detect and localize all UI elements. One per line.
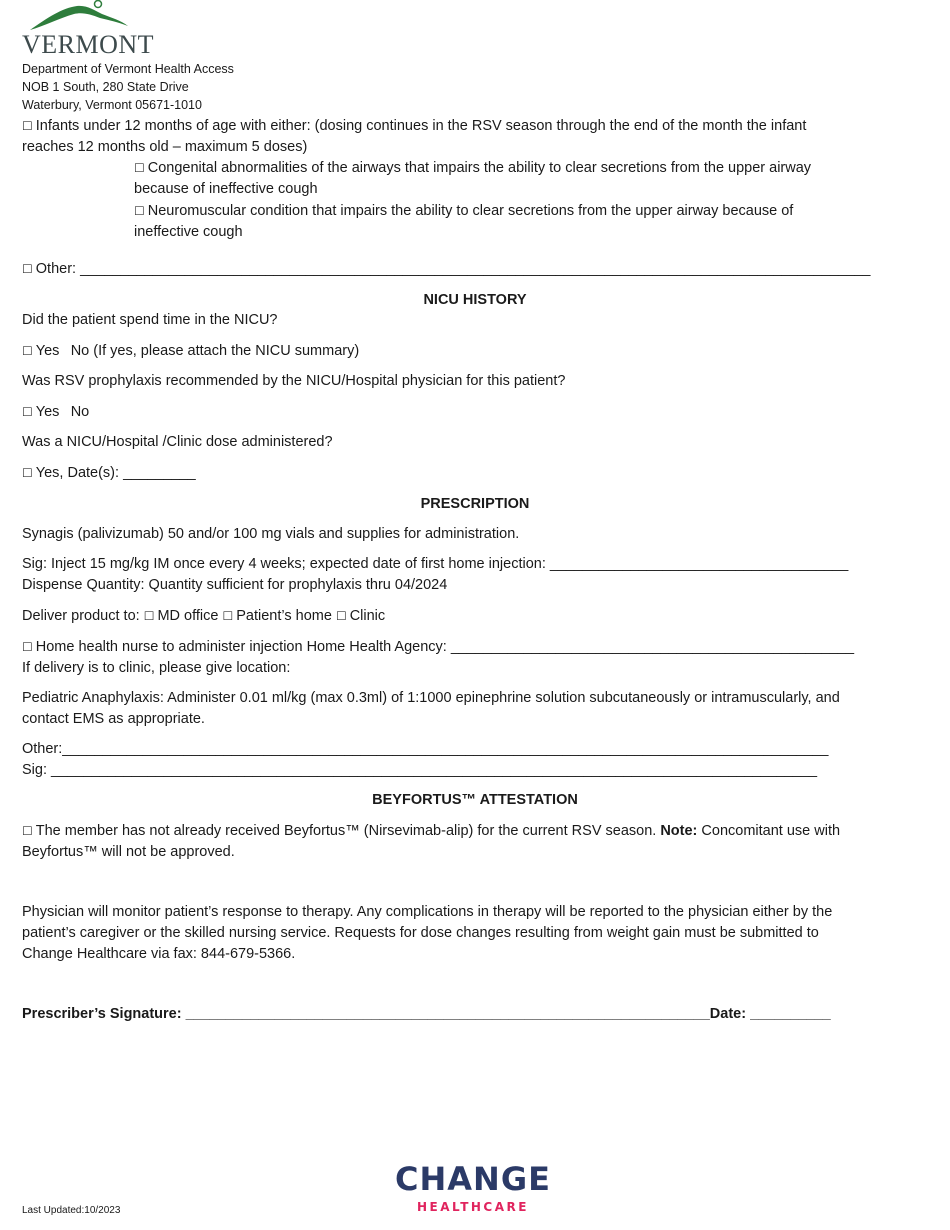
nicu-question-3: Was a NICU/Hospital /Clinic dose administered? <box>22 434 333 450</box>
healthcare-wordmark: HEALTHCARE <box>417 1200 529 1214</box>
mountain-icon <box>22 0 152 34</box>
beyfortus-checkbox[interactable]: ☐ <box>22 824 33 838</box>
address-line-1: Department of Vermont Health Access <box>22 62 234 76</box>
vermont-logo <box>22 0 155 60</box>
home-nurse-line[interactable]: ☐ Home health nurse to administer injection Home Health Agency: __________________________________________________ <box>22 637 854 658</box>
neuromuscular-checkbox[interactable]: ☐ <box>134 204 145 218</box>
prescription-heading: PRESCRIPTION <box>420 496 530 512</box>
date-field[interactable]: Date: __________ <box>709 1006 831 1022</box>
drug-line: Synagis (palivizumab) 50 and/or 100 mg vials and supplies for administration. <box>22 526 520 542</box>
sig-rx-field[interactable]: Sig: _______________________________________________________________________________________________ <box>22 762 818 778</box>
other-criteria: ☐ Other: __________________________________________________________________________________________________ <box>22 259 870 280</box>
address-line-3: Waterbury, Vermont 05671-1010 <box>22 98 202 112</box>
address-line-2: NOB 1 South, 280 State Drive <box>22 80 189 94</box>
signature-line[interactable]: Prescriber’s Signature: _________________________________________________________________Date: __________ <box>22 1006 831 1022</box>
signature-field[interactable]: _________________________________________________________________ <box>185 1006 710 1022</box>
congenital-checkbox[interactable]: ☐ <box>134 161 145 175</box>
change-healthcare-logo <box>395 1160 557 1220</box>
beyfortus-attestation: ☐ The member has not already received Beyfortus™ (Nirsevimab-alip) for the current RSV season. Note: Concomitant use with <box>22 821 840 842</box>
infants-criteria-cont: reaches 12 months old – maximum 5 doses) <box>22 139 308 155</box>
nicu-yes-checkbox[interactable]: ☐ <box>22 344 33 358</box>
change-wordmark: CHANGE <box>395 1160 551 1198</box>
home-nurse-checkbox[interactable]: ☐ <box>22 640 33 654</box>
prophylaxis-yes-checkbox[interactable]: ☐ <box>22 405 33 419</box>
other-checkbox[interactable]: ☐ <box>22 262 33 276</box>
dispense-line: Dispense Quantity: Quantity sufficient for prophylaxis thru 04/2024 <box>22 577 448 593</box>
beyfortus-attestation-cont: Beyfortus™ will not be approved. <box>22 844 235 860</box>
nicu-answer-3[interactable]: ☐ Yes, Date(s): _________ <box>22 463 196 484</box>
beyfortus-heading: BEYFORTUS™ ATTESTATION <box>372 792 578 808</box>
monitoring-line-2: patient’s caregiver or the skilled nursing service. Requests for dose changes resulting from weight gain must be submitted to <box>22 925 819 941</box>
anaphylaxis-line-2: contact EMS as appropriate. <box>22 711 205 727</box>
last-updated: Last Updated:10/2023 <box>22 1205 121 1216</box>
other-rx-field[interactable]: Other:_______________________________________________________________________________________________ <box>22 741 829 757</box>
dose-yes-checkbox[interactable]: ☐ <box>22 466 33 480</box>
nicu-answer-2[interactable]: ☐ Yes No <box>22 402 89 423</box>
monitoring-line-1: Physician will monitor patient’s response to therapy. Any complications in therapy will be reported to the physician either by the <box>22 904 833 920</box>
patient-home-checkbox[interactable]: ☐ <box>222 609 234 623</box>
nicu-question-1: Did the patient spend time in the NICU? <box>22 312 278 328</box>
infants-criteria: ☐ Infants under 12 months of age with either: (dosing continues in the RSV season through the end of the month the infant <box>22 116 806 137</box>
anaphylaxis-line-1: Pediatric Anaphylaxis: Administer 0.01 ml/kg (max 0.3ml) of 1:1000 epinephrine solution subcutaneously or intramuscularly, and <box>22 690 840 706</box>
nicu-heading: NICU HISTORY <box>423 292 527 308</box>
md-office-checkbox[interactable]: ☐ <box>143 609 155 623</box>
clinic-location-line: If delivery is to clinic, please give location: <box>22 660 291 676</box>
monitoring-line-3: Change Healthcare via fax: 844-679-5366. <box>22 946 296 962</box>
clinic-checkbox[interactable]: ☐ <box>335 609 347 623</box>
infants-checkbox[interactable]: ☐ <box>22 119 33 133</box>
vermont-wordmark: VERMONT <box>22 30 155 59</box>
neuromuscular-criteria-cont: ineffective cough <box>134 224 243 240</box>
sig-line[interactable]: Sig: Inject 15 mg/kg IM once every 4 weeks; expected date of first home injection: _____________________________________ <box>22 556 849 572</box>
congenital-criteria-cont: because of ineffective cough <box>134 181 318 197</box>
other-field[interactable]: __________________________________________________________________________________________________ <box>80 261 871 277</box>
congenital-criteria: ☐ Congenital abnormalities of the airways that impairs the ability to clear secretions from the upper airway <box>134 158 811 179</box>
nicu-question-2: Was RSV prophylaxis recommended by the NICU/Hospital physician for this patient? <box>22 373 566 389</box>
neuromuscular-criteria: ☐ Neuromuscular condition that impairs the ability to clear secretions from the upper airway because of <box>134 201 793 222</box>
deliver-options: Deliver product to: ☐ MD office ☐ Patient’s home ☐ Clinic <box>22 606 385 627</box>
nicu-answer-1[interactable]: ☐ Yes No (If yes, please attach the NICU summary) <box>22 341 359 362</box>
